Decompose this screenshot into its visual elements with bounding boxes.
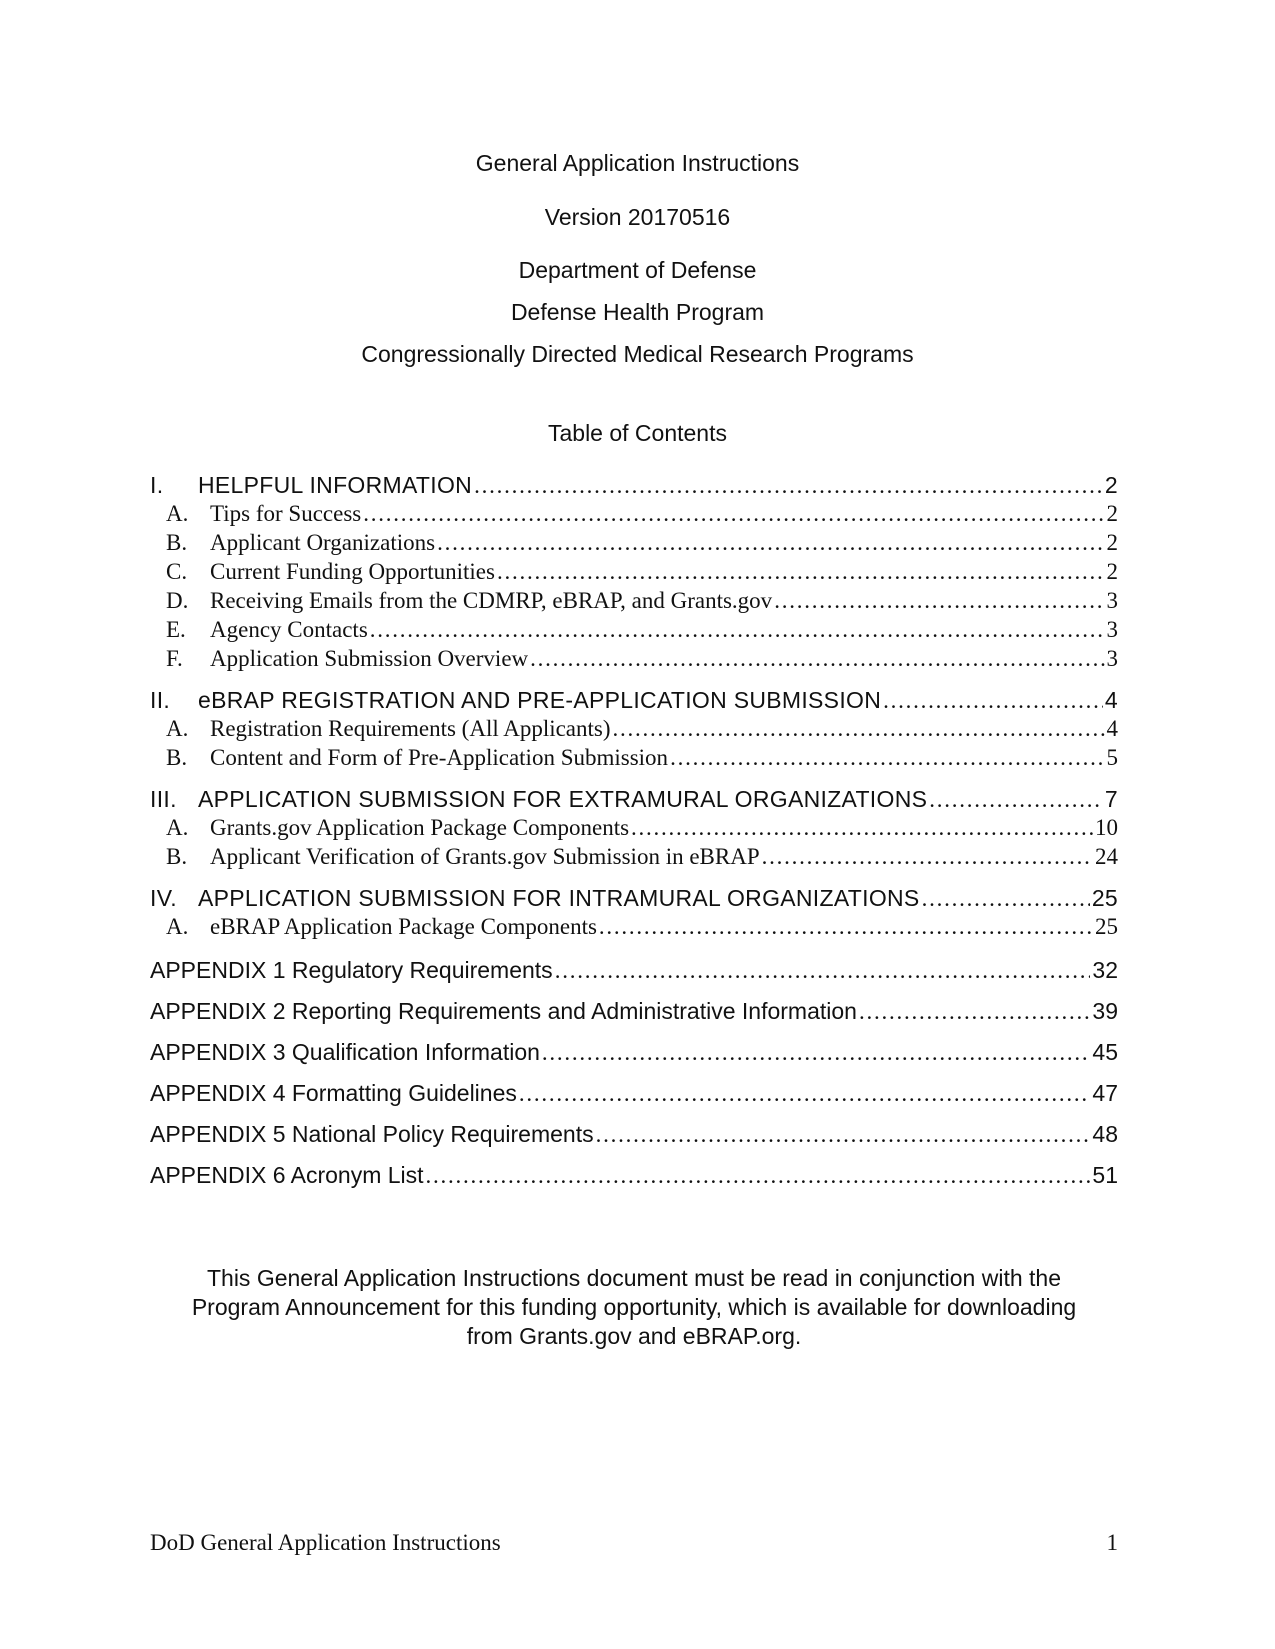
toc-item-title: Applicant Verification of Grants.gov Submission in eBRAP xyxy=(210,844,760,869)
toc-heading: Table of Contents xyxy=(547,420,727,446)
dot-leader xyxy=(437,530,1104,556)
dot-leader xyxy=(774,588,1104,614)
toc-appendix-title: APPENDIX 4 Formatting Guidelines xyxy=(150,1080,517,1106)
toc-item-title: Current Funding Opportunities xyxy=(210,559,495,584)
reading-note xyxy=(150,1264,1118,1351)
toc-item-letter: E. xyxy=(166,617,186,642)
toc-section-2[interactable] xyxy=(150,687,1118,716)
toc-item[interactable] xyxy=(150,646,1118,675)
toc-item-title: Receiving Emails from the CDMRP, eBRAP, and Grants.gov xyxy=(210,588,773,613)
toc-appendix-4[interactable] xyxy=(150,1080,1118,1109)
toc-item-letter: C. xyxy=(166,559,188,584)
toc-section-number: I. xyxy=(150,472,164,498)
toc-appendix-2[interactable] xyxy=(150,998,1118,1027)
toc-item-title: Application Submission Overview xyxy=(210,646,529,671)
toc-item-letter: A. xyxy=(166,501,189,526)
toc-item-title: eBRAP Application Package Components xyxy=(210,914,597,939)
toc-page-number: 4 xyxy=(1104,687,1118,713)
document-title: General Application Instructions xyxy=(475,150,800,176)
toc-page-number: 2 xyxy=(1106,559,1118,584)
toc-appendix-5[interactable] xyxy=(150,1121,1118,1150)
toc-item-letter: A. xyxy=(166,716,189,741)
dot-leader xyxy=(613,716,1105,742)
dot-leader xyxy=(370,617,1105,643)
toc-section-1[interactable] xyxy=(150,472,1118,501)
dot-leader xyxy=(542,1040,1091,1066)
toc-appendix-3[interactable] xyxy=(150,1039,1118,1068)
dot-leader xyxy=(555,958,1091,984)
dot-leader xyxy=(474,473,1103,499)
dot-leader xyxy=(929,787,1103,813)
dot-leader xyxy=(859,999,1090,1025)
toc-item[interactable] xyxy=(150,588,1118,617)
toc-item[interactable] xyxy=(150,530,1118,559)
dot-leader xyxy=(497,559,1105,585)
toc-section-title: eBRAP REGISTRATION AND PRE-APPLICATION SUBMISSION xyxy=(198,687,882,713)
note-line: Program Announcement for this funding opportunity, which is available for downloading xyxy=(191,1294,1077,1320)
dot-leader xyxy=(596,1122,1091,1148)
toc-item-title: Registration Requirements (All Applicants) xyxy=(210,716,611,741)
toc-page-number: 3 xyxy=(1106,617,1118,642)
toc-section-4[interactable] xyxy=(150,885,1118,914)
dot-leader xyxy=(631,815,1093,841)
toc-page-number: 25 xyxy=(1091,885,1118,911)
toc-page-number: 2 xyxy=(1104,472,1118,498)
toc-page-number: 47 xyxy=(1092,1080,1118,1106)
toc-item-letter: D. xyxy=(166,588,189,613)
toc-item-title: Content and Form of Pre-Application Submission xyxy=(210,745,669,770)
dot-leader xyxy=(762,844,1093,870)
org-line-cdmrp: Congressionally Directed Medical Research Programs xyxy=(361,341,914,367)
toc-page-number: 3 xyxy=(1106,646,1118,671)
toc-appendix-1[interactable] xyxy=(150,957,1118,986)
toc-item[interactable] xyxy=(150,844,1118,873)
toc-section-number: IV. xyxy=(150,885,177,911)
toc-page-number: 25 xyxy=(1095,914,1118,939)
toc-page-number: 10 xyxy=(1095,815,1118,840)
org-line-department: Department of Defense xyxy=(518,257,757,283)
dot-leader xyxy=(426,1163,1091,1189)
toc-section-title: HELPFUL INFORMATION xyxy=(198,472,473,498)
toc-page-number: 51 xyxy=(1092,1162,1118,1188)
org-line-program: Defense Health Program xyxy=(510,299,765,325)
note-line: This General Application Instructions document must be read in conjunction with the xyxy=(206,1265,1062,1291)
dot-leader xyxy=(670,745,1104,771)
toc-item-letter: F. xyxy=(166,646,183,671)
toc-section-number: II. xyxy=(150,687,171,713)
dot-leader xyxy=(883,688,1103,714)
toc-item[interactable] xyxy=(150,914,1118,943)
version-line: Version 20170516 xyxy=(544,204,731,230)
toc-item-letter: A. xyxy=(166,914,189,939)
dot-leader xyxy=(363,501,1104,527)
toc-section-3[interactable] xyxy=(150,786,1118,815)
dot-leader xyxy=(922,886,1090,912)
toc-appendix-title: APPENDIX 2 Reporting Requirements and Administrative Information xyxy=(150,998,857,1024)
toc-item[interactable] xyxy=(150,745,1118,774)
dot-leader xyxy=(519,1081,1091,1107)
toc-section-title: APPLICATION SUBMISSION FOR EXTRAMURAL ORGANIZATIONS xyxy=(198,786,928,812)
toc-item-letter: B. xyxy=(166,745,188,770)
toc-item-title: Grants.gov Application Package Components xyxy=(210,815,630,840)
toc-appendix-title: APPENDIX 6 Acronym List xyxy=(150,1162,424,1188)
toc-item-title: Tips for Success xyxy=(210,501,362,526)
toc-page-number: 2 xyxy=(1106,530,1118,555)
toc-page-number: 2 xyxy=(1106,501,1118,526)
toc-appendix-title: APPENDIX 1 Regulatory Requirements xyxy=(150,957,553,983)
footer-page-number: 1 xyxy=(1106,1530,1118,1555)
toc-item[interactable] xyxy=(150,815,1118,844)
toc-page-number: 39 xyxy=(1092,998,1118,1024)
toc-item-title: Agency Contacts xyxy=(210,617,368,642)
toc-item[interactable] xyxy=(150,559,1118,588)
toc-page-number: 4 xyxy=(1106,716,1118,741)
note-line: from Grants.gov and eBRAP.org. xyxy=(466,1323,802,1349)
toc-section-title: APPLICATION SUBMISSION FOR INTRAMURAL ORGANIZATIONS xyxy=(198,885,920,911)
toc-appendix-6[interactable] xyxy=(150,1162,1118,1191)
toc-page-number: 45 xyxy=(1092,1039,1118,1065)
toc-item[interactable] xyxy=(150,617,1118,646)
toc-appendix-title: APPENDIX 3 Qualification Information xyxy=(150,1039,540,1065)
toc-item[interactable] xyxy=(150,716,1118,745)
toc-page-number: 48 xyxy=(1092,1121,1118,1147)
table-of-contents xyxy=(150,472,1118,1191)
toc-page-number: 7 xyxy=(1104,786,1118,812)
toc-item-letter: A. xyxy=(166,815,189,840)
toc-page-number: 32 xyxy=(1092,957,1118,983)
toc-item-letter: B. xyxy=(166,530,188,555)
toc-item-title: Applicant Organizations xyxy=(210,530,436,555)
toc-appendix-title: APPENDIX 5 National Policy Requirements xyxy=(150,1121,594,1147)
toc-page-number: 3 xyxy=(1106,588,1118,613)
footer-document-name: DoD General Application Instructions xyxy=(150,1530,501,1555)
toc-section-number: III. xyxy=(150,786,177,812)
dot-leader xyxy=(599,914,1093,940)
toc-page-number: 5 xyxy=(1106,745,1118,770)
toc-page-number: 24 xyxy=(1095,844,1118,869)
dot-leader xyxy=(530,646,1104,672)
toc-item-letter: B. xyxy=(166,844,188,869)
toc-item[interactable] xyxy=(150,501,1118,530)
